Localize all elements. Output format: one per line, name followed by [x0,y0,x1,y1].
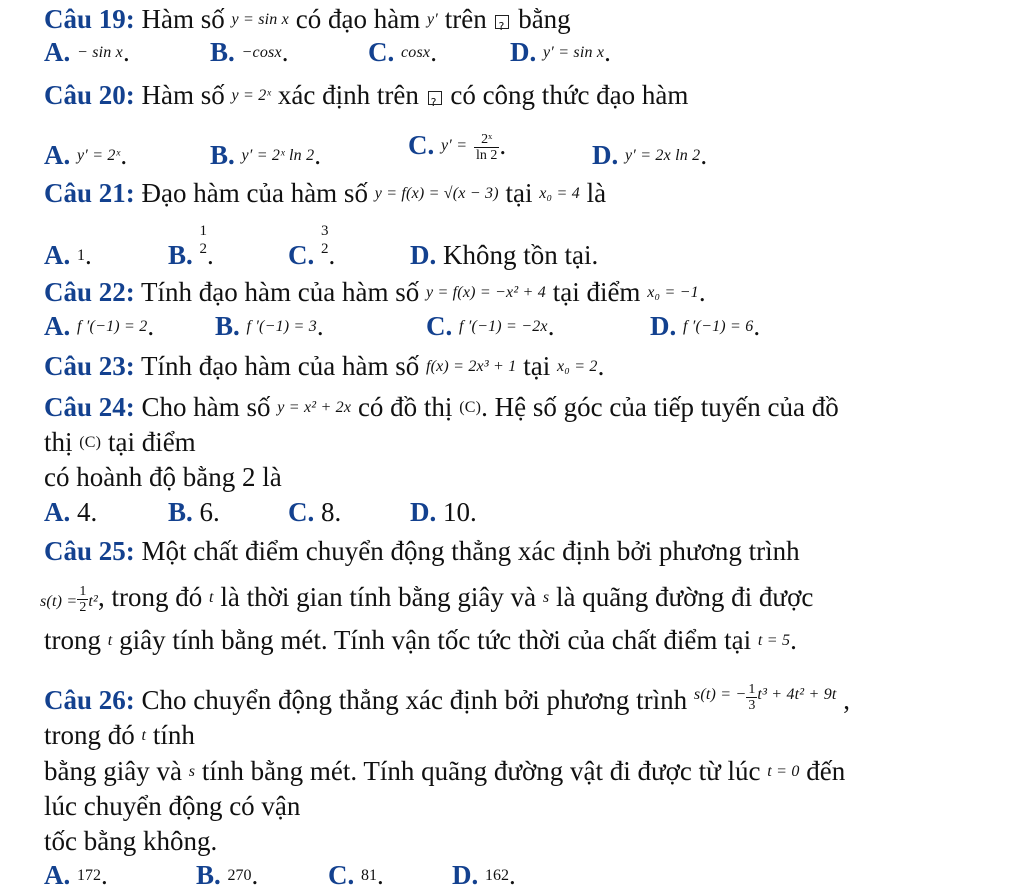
option-b: B. 270. [196,860,259,890]
option-c: C. cosx. [368,37,437,67]
fraction [321,222,329,258]
question-text: xác định trên [271,80,426,110]
option-value: cosx [401,44,431,61]
math-expression: y′ [426,11,438,28]
math-expression: x₀ = −1 [647,284,699,301]
option-c: C. f ′(−1) = −2x. [426,311,555,341]
question-text: là thời gian tính bằng giây và [213,582,543,612]
option-b: B. y′ = 2ˣ ln 2. [210,140,322,170]
math-expression: x₀ = 2 [556,358,598,375]
math-expression: t = 5 [757,632,791,649]
question-text: . Hệ số góc của tiếp tuyến của đồ [481,392,839,422]
option-letter: B. [168,240,193,271]
math-expression: s(t) = − [693,686,747,703]
question-text: Đạo hàm của hàm số [134,178,375,208]
option-value: 10. [436,497,477,527]
math-expression: s(t) = [40,593,78,610]
question-label: Câu 20: [44,80,135,110]
math-expression: t [208,589,214,606]
denominator: 2 [199,241,208,257]
option-value: y′ = sin x [543,44,605,61]
math-expression: (C) [459,399,482,416]
question-text: Tính đạo hàm của hàm số [134,351,426,381]
option-d: D. y′ = sin x. [510,37,611,67]
question-text: lúc chuyển động có vận [44,791,301,821]
option-letter: C. [288,497,315,527]
question-21 [44,178,606,209]
numerator: 1 [199,223,208,239]
option-letter: B. [196,860,221,890]
missing-glyph-icon [495,15,509,29]
option-a: A. 172. [44,860,108,890]
option-letter: A. [44,240,71,270]
option-letter: A. [44,311,71,341]
option-letter: A. [44,860,71,890]
option-b: B. −cosx. [210,37,289,67]
question-25-line-2 [40,582,813,617]
denominator: 3 [748,698,756,713]
question-text: có đạo hàm [289,4,427,34]
option-a: A. y′ = 2ˣ. [44,140,128,170]
question-23: Câu 23: Tính đạo hàm của hàm số f(x) = 2x³ + 1 tại x₀ = 2. [44,351,605,381]
option-letter: B. [168,497,193,527]
option-value: f ′(−1) = −2x [459,318,548,335]
question-text: Cho chuyển động thẳng xác định bởi phương trình [134,685,694,715]
option-a: A. − sin x. [44,37,130,67]
option-value: 172 [77,867,101,884]
option-c: C. 3 2 . [288,223,336,271]
option-letter: A. [44,497,71,527]
question-22: Câu 22: Tính đạo hàm của hàm số y = f(x) = −x² + 4 tại điểm x₀ = −1. [44,277,706,307]
option-letter: B. [215,311,240,341]
question-text: có hoành độ bằng 2 là [44,462,282,492]
option-a: A. f ′(−1) = 2. [44,311,155,341]
question-26-line-5 [44,826,217,856]
option-letter: D. [592,140,619,170]
option-value: −cosx [241,44,282,61]
math-expression: x₀ = 4 [539,185,580,202]
question-text: tính bằng mét. Tính quãng đường vật đi được từ lúc [195,756,768,786]
question-text: tính [146,720,195,750]
math-expression: t [141,727,147,744]
question-text: thị [44,427,80,457]
math-expression: t³ + 4t² + 9t [757,686,837,703]
option-c: C. y′ = $\frac{\text{2ˣ}}{\ln 2}$ . [408,130,507,164]
question-text: Hàm số [134,80,232,110]
math-expression: y = sin x [231,11,289,28]
option-b: B. 1 2 . [168,223,214,271]
option-c [288,497,341,527]
option-letter: B. [210,140,235,170]
option-letter: C. [328,860,355,890]
question-text: , trong đó [97,582,209,612]
fraction [746,682,757,713]
question-24-line-3 [44,462,282,492]
option-b [168,497,220,527]
option-d [410,240,598,270]
numerator: 1 [748,682,756,697]
option-a [44,497,97,527]
question-label: Câu 26: [44,685,135,715]
question-text: bằng [511,4,571,34]
question-text: tại điểm [101,427,196,457]
option-letter: B. [210,37,235,67]
question-text: giây tính bằng mét. Tính vận tốc tức thời của chất điểm tại [112,625,758,655]
option-value: y′ = [441,137,468,154]
option-value: y′ = 2ˣ ln 2 [241,147,315,164]
question-text: là quãng đường đi được [549,582,814,612]
question-label: Câu 23: [44,351,135,381]
question-text: Hàm số [134,4,232,34]
option-letter: C. [288,240,315,271]
question-25-line-3: trong t giây tính bằng mét. Tính vận tốc tức thời của chất điểm tại t = 5. [44,625,797,655]
question-text: trong đó [44,720,142,750]
option-value: Không tồn tại. [436,240,599,270]
option-letter: A. [44,140,71,170]
question-text: Cho hàm số [134,392,278,422]
option-value: 1 [77,247,85,264]
option-letter: D. [410,240,437,270]
option-letter: D. [452,860,479,890]
option-b: B. f ′(−1) = 3. [215,311,324,341]
question-text: có đồ thị [351,392,460,422]
missing-glyph-icon [428,91,442,105]
question-text: bằng giây và [44,756,189,786]
option-letter: C. [368,37,395,67]
question-text: trên [437,4,494,34]
option-letter: D. [510,37,537,67]
question-26: Câu 26: Cho chuyển động thẳng xác định bởi phương trình $^{s(t) = -}$ $\frac{1}{3}$ $^{t^3 + 4t^2 + 9t}$ , [44,682,851,715]
question-26-line-3 [44,756,845,787]
option-letter: D. [410,497,437,527]
math-expression: y = x² + 2x [277,399,352,416]
question-20 [44,80,688,111]
option-value: 81 [361,867,377,884]
math-expression: y = f(x) = −x² + 4 [425,284,546,301]
math-expression: s [188,763,196,780]
option-letter: D. [650,311,677,341]
question-text: tại [516,351,557,381]
question-25 [44,536,800,566]
option-value: − sin x [77,44,123,61]
option-value: 4. [70,497,98,527]
option-d [410,497,477,527]
option-letter: C. [408,130,435,160]
question-26-line-4 [44,791,300,821]
math-expression: t² [88,593,98,610]
question-text: Một chất điểm chuyển động thẳng xác định bởi phương trình [134,536,800,566]
question-text: có công thức đạo hàm [443,80,689,110]
question-text: đến [799,756,846,786]
question-label: Câu 19: [44,4,135,34]
question-text: Tính đạo hàm của hàm số [134,277,426,307]
option-c: C. 81. [328,860,384,890]
question-label: Câu 25: [44,536,135,566]
question-text: trong [44,625,108,655]
option-value: 8. [314,497,342,527]
option-value: 270 [227,867,252,884]
option-d: D. 162. [452,860,516,890]
denominator: 2 [79,600,87,616]
option-d: D. f ′(−1) = 6. [650,311,761,341]
numerator: 1 [79,584,87,600]
option-letter: A. [44,37,71,67]
denominator: ln 2 [475,148,498,164]
question-26-line-2 [44,720,195,751]
fraction [77,584,88,615]
math-expression: t = 0 [767,763,800,780]
math-expression: (C) [79,434,102,451]
fraction [474,132,499,163]
question-label: Câu 22: [44,277,135,307]
math-expression: t [107,632,113,649]
option-a: A. 1. [44,240,92,270]
option-value: f ′(−1) = 2 [77,318,148,335]
option-value: 162 [485,867,509,884]
question-text: tốc bằng không. [44,826,218,856]
math-expression: f(x) = 2x³ + 1 [425,358,517,375]
question-text: tại [498,178,540,208]
question-label: Câu 21: [44,178,135,208]
math-expression: y = f(x) = √(x − 3) [374,185,499,202]
option-d: D. y′ = 2x ln 2. [592,140,708,170]
option-value: 6. [192,497,220,527]
question-19 [44,4,571,35]
question-24 [44,392,839,423]
question-label: Câu 24: [44,392,135,422]
option-value: f ′(−1) = 3 [246,318,317,335]
option-letter: C. [426,311,453,341]
numerator: 3 [321,223,329,239]
fraction [200,222,208,258]
option-value: y′ = 2ˣ [77,147,121,164]
numerator: 2ˣ [474,132,499,148]
question-text: tại điểm [545,277,648,307]
option-value: f ′(−1) = 6 [683,318,754,335]
option-value: y′ = 2x ln 2 [625,147,701,164]
math-expression: y = 2ˣ [231,87,272,104]
denominator: 2 [321,241,329,257]
math-expression: s [542,589,550,606]
question-text: là [579,178,607,208]
question-24-line-2 [44,427,196,458]
